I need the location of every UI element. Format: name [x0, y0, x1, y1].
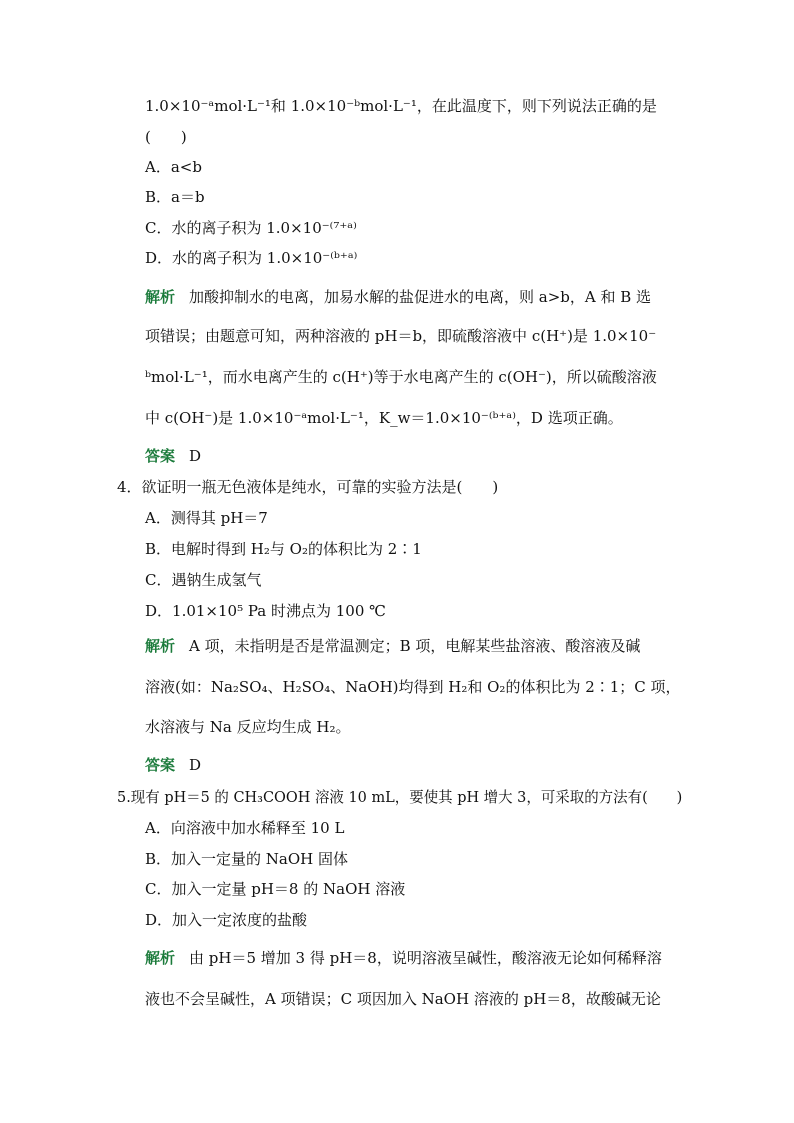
q3-option-c: C．水的离子积为 1.0×10⁻⁽⁷⁺ᵃ⁾ [145, 219, 357, 237]
q3-analysis-label: 解析 [145, 288, 176, 306]
q4-analysis-line3: 水溶液与 Na 反应均生成 H₂。 [145, 718, 351, 736]
q3-stem-line1: 1.0×10⁻ᵃmol·L⁻¹和 1.0×10⁻ᵇmol·L⁻¹，在此温度下，则下列说法正确的是 [145, 97, 657, 115]
q4-option-c: C．遇钠生成氢气 [145, 571, 262, 589]
q4-answer-line [145, 755, 201, 775]
q3-option-a: A．a<b [145, 158, 202, 176]
q3-answer-label: 答案 [145, 447, 176, 465]
q3-answer-line [145, 446, 201, 466]
q5-analysis-line2: 液也不会呈碱性，A 项错误；C 项因加入 NaOH 溶液的 pH＝8，故酸碱无论 [145, 990, 661, 1008]
q3-option-d: D．水的离子积为 1.0×10⁻⁽ᵇ⁺ᵃ⁾ [145, 249, 358, 267]
q3-answer: D [189, 447, 202, 465]
q4-analysis-line2: 溶液(如：Na₂SO₄、H₂SO₄、NaOH)均得到 H₂和 O₂的体积比为 2∶1；C 项， [145, 678, 681, 696]
q3-analysis-line3: ᵇmol·L⁻¹，而水电离产生的 c(H⁺)等于水电离产生的 c(OH⁻)，所以硫酸溶液 [145, 368, 657, 386]
q4-analysis-label: 解析 [145, 637, 176, 655]
q5-analysis-text1: 由 pH＝5 增加 3 得 pH＝8，说明溶液呈碱性，酸溶液无论如何稀释溶 [189, 949, 662, 967]
q4-analysis-text1: A 项，未指明是否是常温测定；B 项，电解某些盐溶液、酸溶液及碱 [189, 637, 641, 655]
q5-option-a: A．向溶液中加水稀释至 10 L [145, 819, 345, 837]
q4-option-d: D．1.01×10⁵ Pa 时沸点为 100 ℃ [145, 602, 386, 620]
q4-answer-label: 答案 [145, 756, 176, 774]
q4-answer: D [189, 756, 202, 774]
q5-analysis-label: 解析 [145, 949, 176, 967]
q4-option-b: B．电解时得到 H₂与 O₂的体积比为 2∶1 [145, 540, 422, 558]
q3-stem-line2: ( ) [145, 128, 187, 146]
q4-option-a: A．测得其 pH＝7 [145, 509, 268, 527]
q3-analysis-line1 [145, 287, 651, 307]
q5-option-b: B．加入一定量的 NaOH 固体 [145, 850, 349, 868]
q3-analysis-text1: 加酸抑制水的电离，加易水解的盐促进水的电离，则 a>b，A 和 B 选 [189, 288, 652, 306]
q3-analysis-line2: 项错误；由题意可知，两种溶液的 pH＝b，即硫酸溶液中 c(H⁺)是 1.0×10⁻ [145, 327, 657, 345]
q5-option-d: D．加入一定浓度的盐酸 [145, 911, 308, 929]
q5-analysis-line1 [145, 948, 662, 968]
q4-analysis-line1 [145, 636, 640, 656]
q4-stem: 4．欲证明一瓶无色液体是纯水，可靠的实验方法是( ) [117, 478, 499, 496]
q3-option-b: B．a＝b [145, 188, 205, 206]
q5-option-c: C．加入一定量 pH＝8 的 NaOH 溶液 [145, 880, 406, 898]
q5-stem: 5.现有 pH＝5 的 CH₃COOH 溶液 10 mL，要使其 pH 增大 3，可采取的方法有( ) [117, 788, 683, 806]
q3-analysis-line4: 中 c(OH⁻)是 1.0×10⁻ᵃmol·L⁻¹，K_w＝1.0×10⁻⁽ᵇ⁺ᵃ⁾，D 选项正确。 [145, 409, 623, 427]
